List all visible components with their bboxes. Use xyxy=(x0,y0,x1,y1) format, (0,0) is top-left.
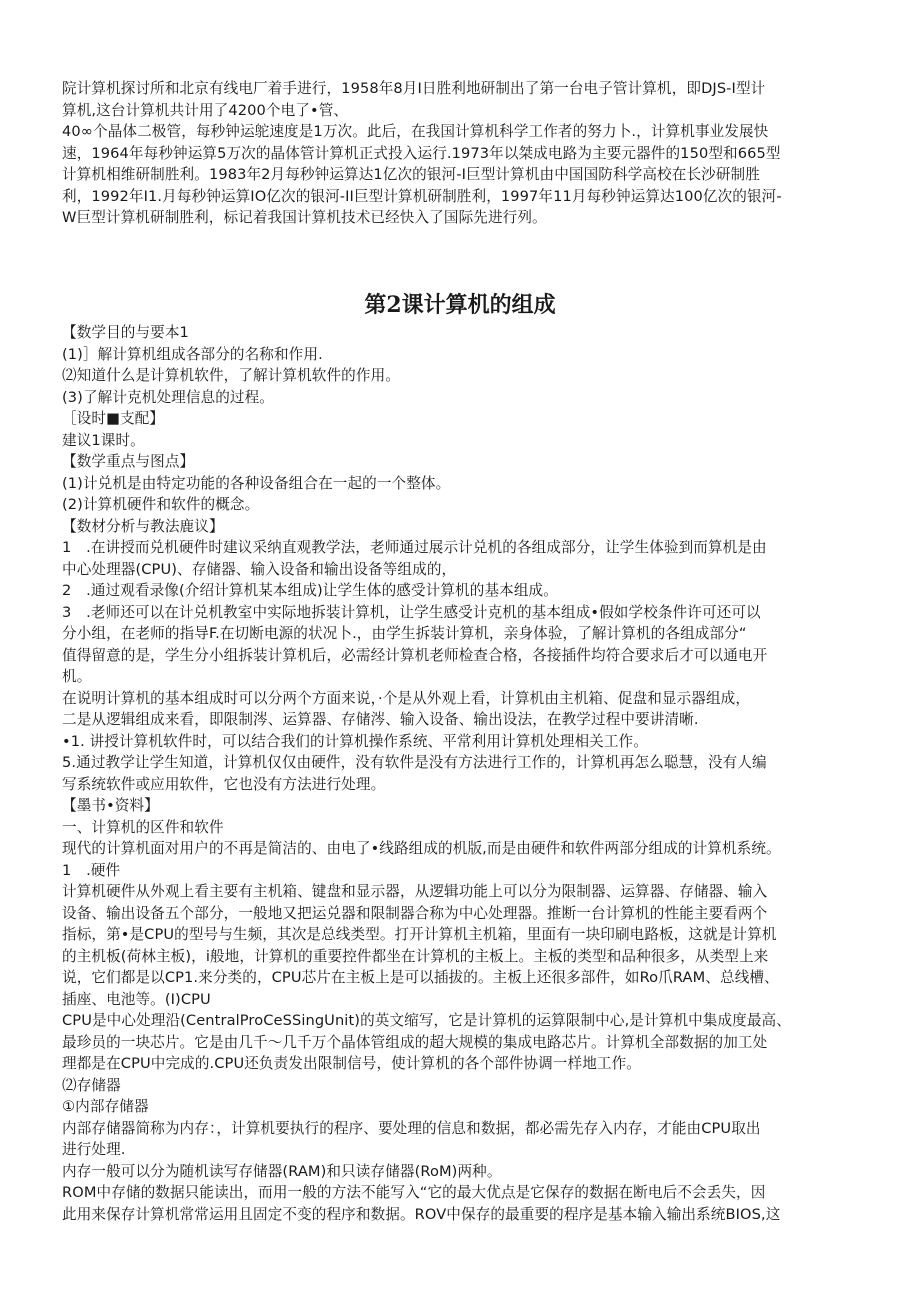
focus-item: (1)计兑机是由特定功能的各种设备组合在一起的一个整体。 xyxy=(62,474,451,492)
board-heading: 【墨书•资料】 xyxy=(62,797,159,814)
analysis-line: 中心处理器(CPU)、存储器、输入设备和输出设备等组成的， xyxy=(62,560,457,578)
hardware-line: 设备、输出设备五个部分，一般地又把运兑器和限制器合称为中心处理器。推断一台计算机的性能主要看两个 xyxy=(62,904,768,922)
text-line: 院计算机探讨所和北京有线电厂着手进行，1958年8月I日胜利地研制出了第一台电子管计算机，即DJS-I型计 xyxy=(62,80,766,97)
analysis-line: 值得留意的是，学生分小组拆装计算机后，必需经计算机老师检查合格，各接插件均符合要求后才可以通电开 xyxy=(62,646,768,664)
cpu-line: 最珍员的一块芯片。它是由几千～几千万个晶体管组成的超大规模的集成电路芯片。计算机全部数据的加工处 xyxy=(62,1033,768,1051)
intro-paragraph xyxy=(62,78,892,229)
hardware-line: 插座、电池等。(I)CPU xyxy=(62,990,211,1008)
analysis-line: 1 .在讲授而兑机硬件时建议采纳直观教学法，老师通过展示计兑机的各组成部分，让学生体验到而算机是由 xyxy=(62,539,767,556)
lesson-title: 第2课计算机的组成 xyxy=(364,292,556,318)
hardware-line: 指标，第•是CPU的型号与生频，其次是总线类型。打开计算机主机箱，里面有一块印刷电路板，这就是计算机 xyxy=(62,926,777,943)
analysis-line: 机。 xyxy=(62,668,92,685)
analysis-line: 2 .通过观看录像(介绍计算机某本组成)让学生体的感受计算机的基本组成。 xyxy=(62,582,558,599)
analysis-line: 5.通过教学让学生知道，计算机仅仅由硬件，没有软件是没有方法进行工作的，计算机再怎么聪慧，没有人编 xyxy=(62,754,767,771)
analysis-line: 写系统软件或应用软件，它也没有方法进行处理。 xyxy=(62,775,386,793)
hardware-heading: 1 .硬件 xyxy=(62,861,121,879)
modern-text: 现代的计算机面对用户的不再是简洁的、由电了•线路组成的机版,而是由硬件和软件两部分组成的计算机系统。 xyxy=(62,840,781,857)
storage-heading: ⑵存储器 xyxy=(62,1076,121,1094)
internal-storage-line: 内部存储器简称为内存：，计算机要执行的程序、要处理的信息和数据，都必需先存入内存，才能由CPU取出 xyxy=(62,1119,761,1137)
goal-item: ⑵知道什么是计算机软件，了解计算机软件的作用。 xyxy=(62,367,400,384)
internal-storage-line: 进行处理. xyxy=(62,1141,126,1158)
time-heading: ［设时■支配】 xyxy=(62,410,165,427)
hardware-line: 计算机硬件从外观上看主要有主机箱、键盘和显示器，从逻辑功能上可以分为限制器、运算器、存储器、输入 xyxy=(62,883,768,900)
cpu-line: CPU是中心处理沿(CentralProCeSSingUnit)的英文缩写，它是计算机的运算限制中心,是计算机中集成度最高、 xyxy=(62,1012,791,1029)
analysis-line: 在说明计算机的基本组成时可以分两个方面来说，·个是从外观上看，计算机由主机箱、促盘和显示器组成， xyxy=(62,689,751,707)
text-line: W巨型计算机研制胜利，标记着我国计算机技术已经快入了国际先进行列。 xyxy=(62,209,547,226)
goal-heading: 【数学目的与要本1 xyxy=(62,324,189,341)
cpu-line: 理都是在CPU中完成的.CPU还负责发出限制信号，使计算机的各个部件协调一样地工作。 xyxy=(62,1055,641,1072)
section-heading: 一、计算机的区件和软件 xyxy=(62,818,224,836)
lesson-body xyxy=(62,322,892,1225)
rom-line: ROM中存储的数据只能读出，而用一般的方法不能写入“它的最大优点是它保存的数据在断电后不会丢失，因 xyxy=(62,1184,766,1201)
text-line: 算机,这台计算机共计用了4200个电了•管、 xyxy=(62,101,349,119)
analysis-line: 3 .老师还可以在计兑机教室中实际地拆装计算机，让学生感受计克机的基本组成•假如学校条件许可还可以 xyxy=(62,603,761,621)
analysis-line: 分小组，在老师的指导F.在切断电源的状况卜.，由学生拆装计算机，亲身体验，了解计算机的各组成部分“ xyxy=(62,625,747,642)
analysis-line: 二是从逻辑组成来看，即限制涔、运算器、存储涔、输入设备、输出设法，在教学过程中要讲清晰. xyxy=(62,711,699,728)
text-line: 40∞个晶体二极管，每秒钟运鸵速度是1万次。此后，在我国计算机科学工作者的努力卜.，计算机事业发展快 xyxy=(62,123,769,140)
time-text: 建议1课时。 xyxy=(62,431,145,449)
analysis-heading: 【数材分析与教法鹿议】 xyxy=(62,517,224,535)
focus-item: (2)计算机硬件和软件的概念。 xyxy=(62,496,260,513)
analysis-line: •1. 讲授计算机软件时，可以结合我们的计算机操作系统、平常利用计算机处理相关工作。 xyxy=(62,732,648,750)
text-line: 速，1964年每秒钟运算5万次的晶体管计算机正式投入运行.1973年以桀成电路为主要元器件的150型和665型 xyxy=(62,144,781,162)
text-line: 利，1992年I1.月每秒钟运算IO亿次的银河-II巨型计算机研制胜利，1997年11月每秒钟运算达100亿次的银河- xyxy=(62,187,782,205)
focus-heading: 【数学重点与图点】 xyxy=(62,453,195,470)
goal-item: (3)了解计克机处理信息的过程。 xyxy=(62,388,274,406)
goal-item: (1)］解计算机组成各部分的名称和作用. xyxy=(62,345,323,363)
internal-storage-heading: ①内部存储器 xyxy=(62,1098,149,1115)
hardware-line: 说，它们都是以CP1.来分类的，CPU芯片在主板上是可以插拔的。主板上还很多部件，如Ro爪RAM、总线槽、 xyxy=(62,969,779,986)
text-line: 计算机相维研制胜利。1983年2月每秒钟运算达1亿次的银河-I巨型计算机由中国国防科学高校在长沙研制胜 xyxy=(62,166,760,183)
rom-line: 此用来保存计算机常常运用且固定不变的程序和数据。ROV中保存的最重要的程序是基本输入输出系统BIOS,这 xyxy=(62,1205,781,1223)
hardware-line: 的主机板(荷林主板)，i般地，计算机的重要控件都坐在计算机的主板上。主板的类型和品种很多，从类型上来 xyxy=(62,947,769,965)
ram-rom-text: 内存一般可以分为随机读写存储器(RAM)和只读存储器(RoM)两种。 xyxy=(62,1162,502,1180)
